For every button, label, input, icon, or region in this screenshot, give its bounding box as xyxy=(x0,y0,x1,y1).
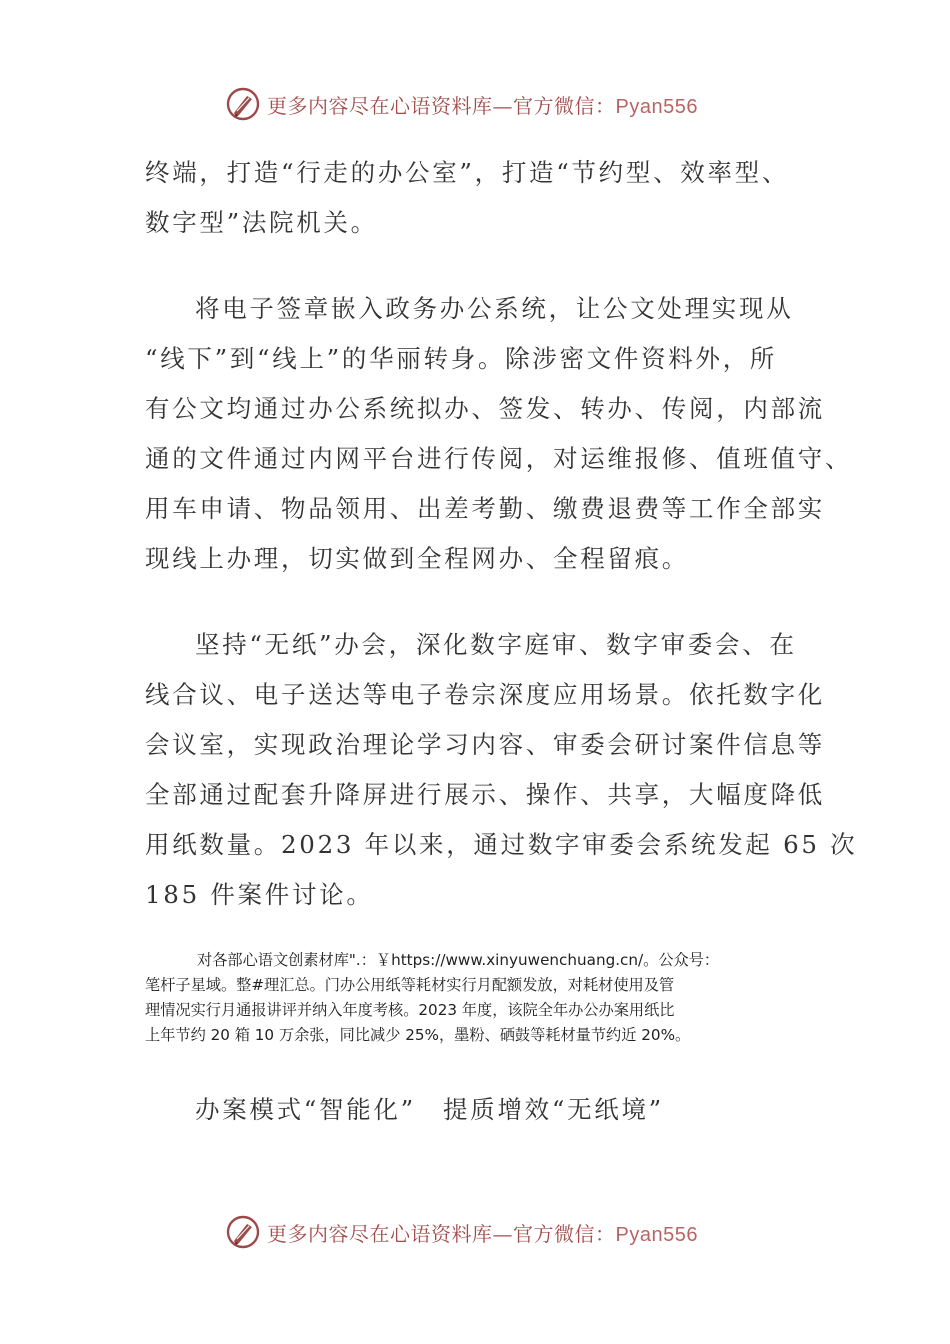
text-line: 用纸数量。2023 年以来，通过数字审委会系统发起 65 次 xyxy=(145,830,858,859)
text-line: 会议室，实现政治理论学习内容、审委会研讨案件信息等 xyxy=(145,730,825,759)
text-line: 线合议、电子送达等电子卷宗深度应用场景。依托数字化 xyxy=(145,680,825,709)
text-line: 坚持“无纸”办会，深化数字庭审、数字审委会、在 xyxy=(195,630,797,659)
paragraph-3 xyxy=(145,620,858,920)
text-line: 现线上办理，切实做到全程网办、全程留痕。 xyxy=(145,544,689,573)
wechat-id: Pyan556 xyxy=(615,95,698,118)
banner-text: 更多内容尽在心语资料库—官方微信：Pyan556 xyxy=(267,93,698,118)
text-line: 有公文均通过办公系统拟办、签发、转办、传阅，内部流 xyxy=(145,394,825,423)
wechat-id: Pyan556 xyxy=(615,1223,698,1246)
text-line: “线下”到“线上”的华丽转身。除涉密文件资料外，所 xyxy=(145,344,778,373)
text-line: 将电子签章嵌入政务办公系统，让公文处理实现从 xyxy=(195,294,794,323)
text-line: 数字型”法院机关。 xyxy=(145,208,378,237)
banner-text: 更多内容尽在心语资料库—官方微信：Pyan556 xyxy=(267,1221,698,1246)
paragraph-1 xyxy=(145,148,805,248)
text-line: 对各部心语文创素材库".：￥https://www.xinyuwenchuang.cn/。公众号： xyxy=(197,951,720,969)
section-heading: 办案模式“智能化” 提质增效“无纸境” xyxy=(195,1095,664,1124)
text-line: 用车申请、物品领用、出差考勤、缴费退费等工作全部实 xyxy=(145,494,825,523)
document-body xyxy=(145,148,858,956)
footer-banner xyxy=(225,1212,745,1252)
text-line: 上年节约 20 箱 10 万余张，同比减少 25%，墨粉、硒鼓等耗材量节约近 20%。 xyxy=(145,1026,691,1044)
text-line: 全部通过配套升降屏进行展示、操作、共享，大幅度降低 xyxy=(145,780,825,809)
pen-nib-circle-icon xyxy=(225,86,261,122)
text-line: 通的文件通过内网平台进行传阅，对运维报修、值班值守、 xyxy=(145,444,853,473)
text-line: 终端，打造“行走的办公室”，打造“节约型、效率型、 xyxy=(145,158,790,187)
pen-nib-circle-icon xyxy=(225,1214,261,1250)
text-line: 185 件案件讨论。 xyxy=(145,880,374,909)
paragraph-2 xyxy=(145,284,853,584)
header-banner xyxy=(225,84,745,124)
small-print-paragraph xyxy=(145,948,815,1048)
text-line: 理情况实行月通报讲评并纳入年度考核。2023 年度，该院全年办公办案用纸比 xyxy=(145,1001,675,1019)
text-line: 笔杆子星域。整#理汇总。门办公用纸等耗材实行月配额发放，对耗材使用及管 xyxy=(145,976,675,994)
